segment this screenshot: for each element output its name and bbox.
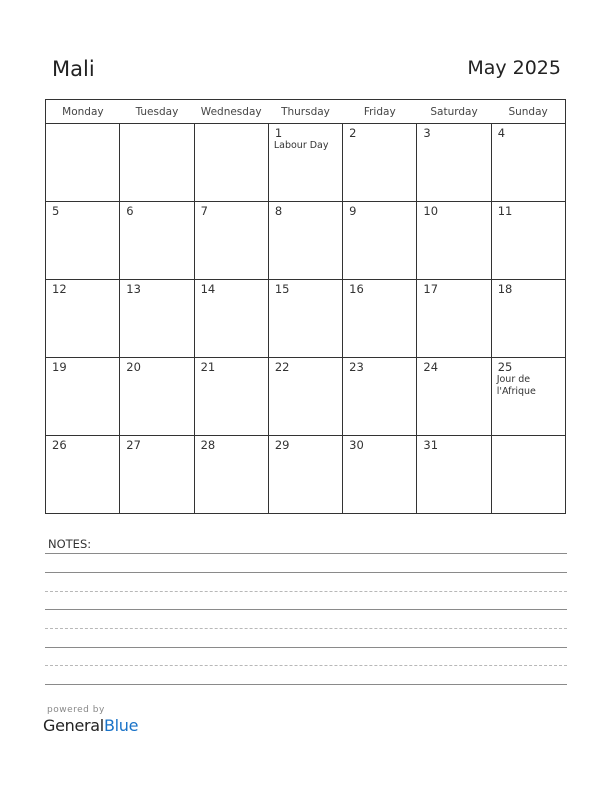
day-cell [417, 280, 491, 358]
day-cell [268, 202, 342, 280]
weekday-header: Tuesday [120, 100, 194, 124]
day-number: 6 [126, 204, 134, 218]
day-cell [120, 280, 194, 358]
weekday-header: Sunday [491, 100, 565, 124]
day-cell [120, 202, 194, 280]
day-number: 21 [200, 360, 216, 374]
notes-line [45, 647, 567, 648]
notes-line [45, 684, 567, 685]
day-number: 15 [274, 282, 290, 296]
week-row [46, 436, 566, 514]
day-cell [194, 358, 268, 436]
day-number: 31 [423, 438, 439, 452]
day-number: 14 [200, 282, 216, 296]
day-cell [343, 202, 417, 280]
day-cell [491, 124, 565, 202]
holiday-label: Labour Day [273, 140, 329, 151]
weekday-header-row [46, 100, 566, 124]
notes-line [45, 572, 567, 573]
day-number: 1 [274, 126, 283, 140]
day-number: 20 [126, 360, 141, 374]
day-cell [268, 358, 342, 436]
day-number: 10 [423, 204, 439, 218]
notes-line [45, 609, 567, 610]
notes-line [45, 591, 567, 592]
day-cell [268, 280, 342, 358]
day-cell [120, 436, 194, 514]
brand-logo [43, 716, 138, 735]
day-cell [120, 124, 194, 202]
brand-general-text: General [43, 716, 104, 735]
day-number: 16 [349, 282, 364, 296]
day-number: 19 [52, 360, 67, 374]
day-cell [417, 124, 491, 202]
weekday-header: Thursday [268, 100, 342, 124]
month-year-title: May 2025 [467, 57, 561, 79]
day-number: 12 [52, 282, 67, 296]
day-cell [343, 436, 417, 514]
day-number: 4 [497, 126, 506, 140]
day-number: 17 [423, 282, 439, 296]
day-number: 8 [274, 204, 283, 218]
day-number: 23 [349, 360, 364, 374]
day-cell [343, 124, 417, 202]
day-cell [46, 436, 120, 514]
day-number: 11 [497, 204, 513, 218]
day-cell [46, 358, 120, 436]
week-row [46, 280, 566, 358]
day-cell [343, 358, 417, 436]
notes-line [45, 665, 567, 666]
day-number: 7 [200, 204, 208, 218]
holiday-label: Jour de l'Afrique [496, 374, 536, 397]
week-row [46, 202, 566, 280]
day-cell [417, 202, 491, 280]
week-row [46, 124, 566, 202]
day-number: 27 [126, 438, 141, 452]
day-cell [417, 436, 491, 514]
notes-line [45, 628, 567, 629]
day-number: 2 [349, 126, 357, 140]
day-cell [343, 280, 417, 358]
day-number: 28 [200, 438, 216, 452]
day-cell [194, 124, 268, 202]
country-title: Mali [52, 57, 95, 81]
day-number: 26 [52, 438, 67, 452]
day-number: 9 [349, 204, 357, 218]
day-cell [417, 358, 491, 436]
day-cell [491, 280, 565, 358]
weekday-header: Saturday [417, 100, 491, 124]
day-cell [491, 202, 565, 280]
calendar-grid [45, 99, 566, 514]
day-cell [268, 436, 342, 514]
brand-blue-text: Blue [103, 716, 139, 735]
day-cell [194, 436, 268, 514]
day-cell [268, 124, 342, 202]
weekday-header: Monday [46, 100, 120, 124]
notes-label: NOTES: [48, 537, 92, 551]
notes-line [45, 553, 567, 554]
day-number: 25 [497, 360, 513, 374]
day-number: 13 [126, 282, 141, 296]
day-cell [46, 202, 120, 280]
week-row [46, 358, 566, 436]
day-cell [194, 202, 268, 280]
day-number: 3 [423, 126, 431, 140]
day-number: 22 [274, 360, 290, 374]
day-cell [120, 358, 194, 436]
day-cell [46, 280, 120, 358]
day-number: 18 [497, 282, 513, 296]
powered-by-text: powered by [47, 705, 105, 715]
weekday-header: Friday [343, 100, 417, 124]
day-cell [491, 358, 565, 436]
weekday-header: Wednesday [194, 100, 268, 124]
day-cell [194, 280, 268, 358]
day-number: 30 [349, 438, 364, 452]
day-cell [491, 436, 565, 514]
day-number: 29 [274, 438, 290, 452]
day-cell [46, 124, 120, 202]
day-number: 24 [423, 360, 439, 374]
day-number: 5 [52, 204, 60, 218]
